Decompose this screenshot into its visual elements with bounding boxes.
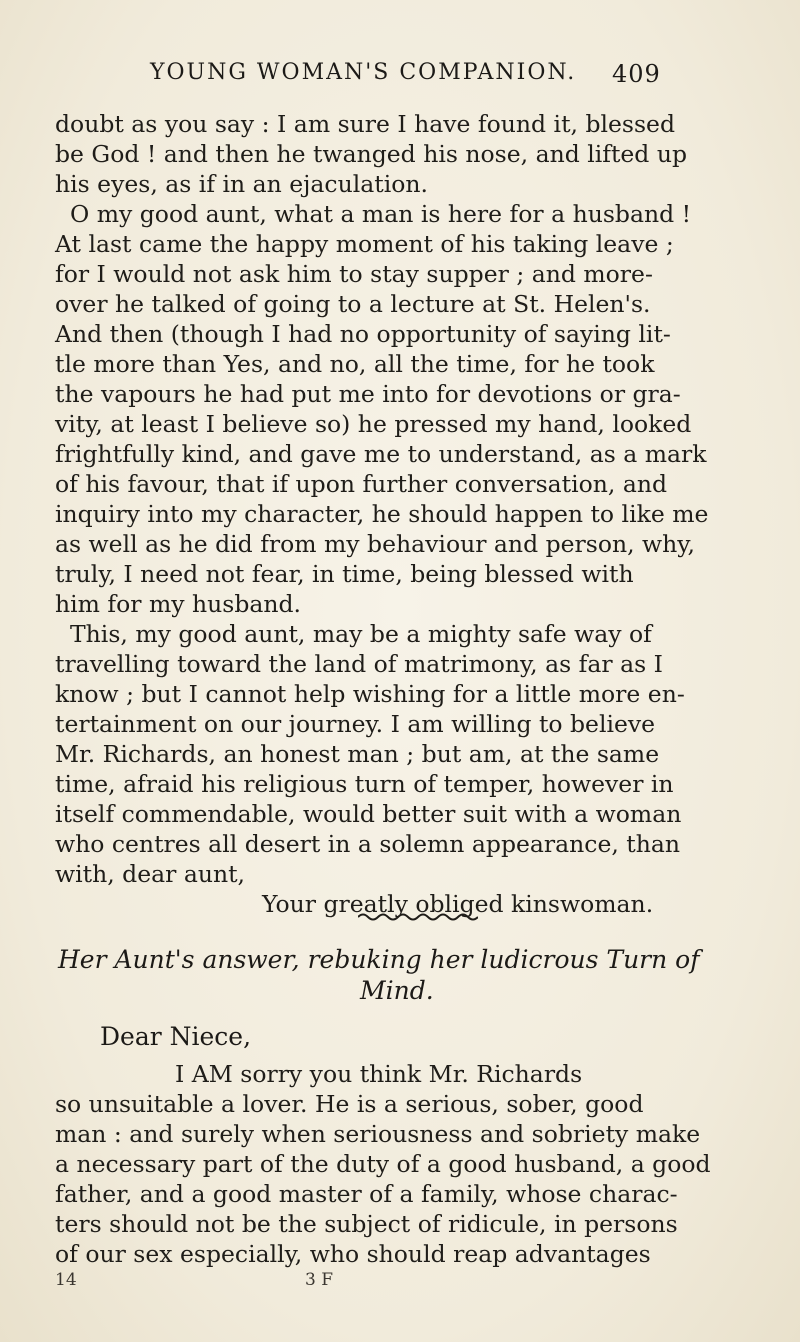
- text-line: inquiry into my character, he should happen to like me: [55, 500, 709, 528]
- text-line: itself commendable, would better suit with a woman: [55, 800, 682, 828]
- text-line: travelling toward the land of matrimony, as far as I: [55, 650, 663, 678]
- text-line: for I would not ask him to stay supper ; and more-: [55, 260, 653, 288]
- text-line: truly, I need not fear, in time, being blessed with: [55, 560, 634, 588]
- running-head: YOUNG WOMAN'S COMPANION.: [150, 60, 577, 85]
- text-line: of our sex especially, who should reap advantages: [55, 1240, 651, 1268]
- text-line: the vapours he had put me into for devotions or gra-: [55, 380, 681, 408]
- text-line: time, afraid his religious turn of temper, however in: [55, 770, 674, 798]
- text-line: who centres all desert in a solemn appearance, than: [55, 830, 681, 858]
- ornament-divider: [358, 912, 478, 922]
- closing-line: Your greatly obliged kinswoman.: [262, 890, 654, 918]
- text-line: over he talked of going to a lecture at St. Helen's.: [55, 290, 651, 318]
- text-line: as well as he did from my behaviour and person, why,: [55, 530, 695, 558]
- signature-mark-right: 3 F: [305, 1270, 334, 1290]
- text-line: man : and surely when seriousness and sobriety make: [55, 1120, 701, 1148]
- text-line: with, dear aunt,: [55, 860, 246, 888]
- text-line: tertainment on our journey. I am willing to believe: [55, 710, 656, 738]
- text-line: his eyes, as if in an ejaculation.: [55, 170, 428, 198]
- text-line: doubt as you say : I am sure I have found it, blessed: [55, 110, 675, 138]
- section-heading: Her Aunt's answer, rebuking her ludicrous Turn of: [58, 945, 700, 974]
- text-line: At last came the happy moment of his taking leave ;: [55, 230, 674, 258]
- page-number: 409: [612, 60, 661, 88]
- text-line: a necessary part of the duty of a good husband, a good: [55, 1150, 711, 1178]
- text-line: know ; but I cannot help wishing for a little more en-: [55, 680, 685, 708]
- text-line: him for my husband.: [55, 590, 302, 618]
- text-line: tle more than Yes, and no, all the time, for he took: [55, 350, 655, 378]
- text-line: of his favour, that if upon further conversation, and: [55, 470, 668, 498]
- section-heading-continued: Mind.: [360, 976, 434, 1005]
- text-line: O my good aunt, what a man is here for a husband !: [70, 200, 692, 228]
- text-line: ters should not be the subject of ridicule, in persons: [55, 1210, 678, 1238]
- text-line: I AM sorry you think Mr. Richards: [175, 1060, 583, 1088]
- text-line: father, and a good master of a family, whose charac-: [55, 1180, 678, 1208]
- text-line: Mr. Richards, an honest man ; but am, at the same: [55, 740, 660, 768]
- text-line: so unsuitable a lover. He is a serious, sober, good: [55, 1090, 644, 1118]
- signature-mark-left: 14: [55, 1270, 77, 1290]
- salutation: Dear Niece,: [100, 1022, 252, 1051]
- text-line: And then (though I had no opportunity of saying lit-: [55, 320, 671, 348]
- text-line: frightfully kind, and gave me to understand, as a mark: [55, 440, 707, 468]
- text-line: This, my good aunt, may be a mighty safe way of: [70, 620, 652, 648]
- text-line: vity, at least I believe so) he pressed my hand, looked: [55, 410, 692, 438]
- text-line: be God ! and then he twanged his nose, and lifted up: [55, 140, 687, 168]
